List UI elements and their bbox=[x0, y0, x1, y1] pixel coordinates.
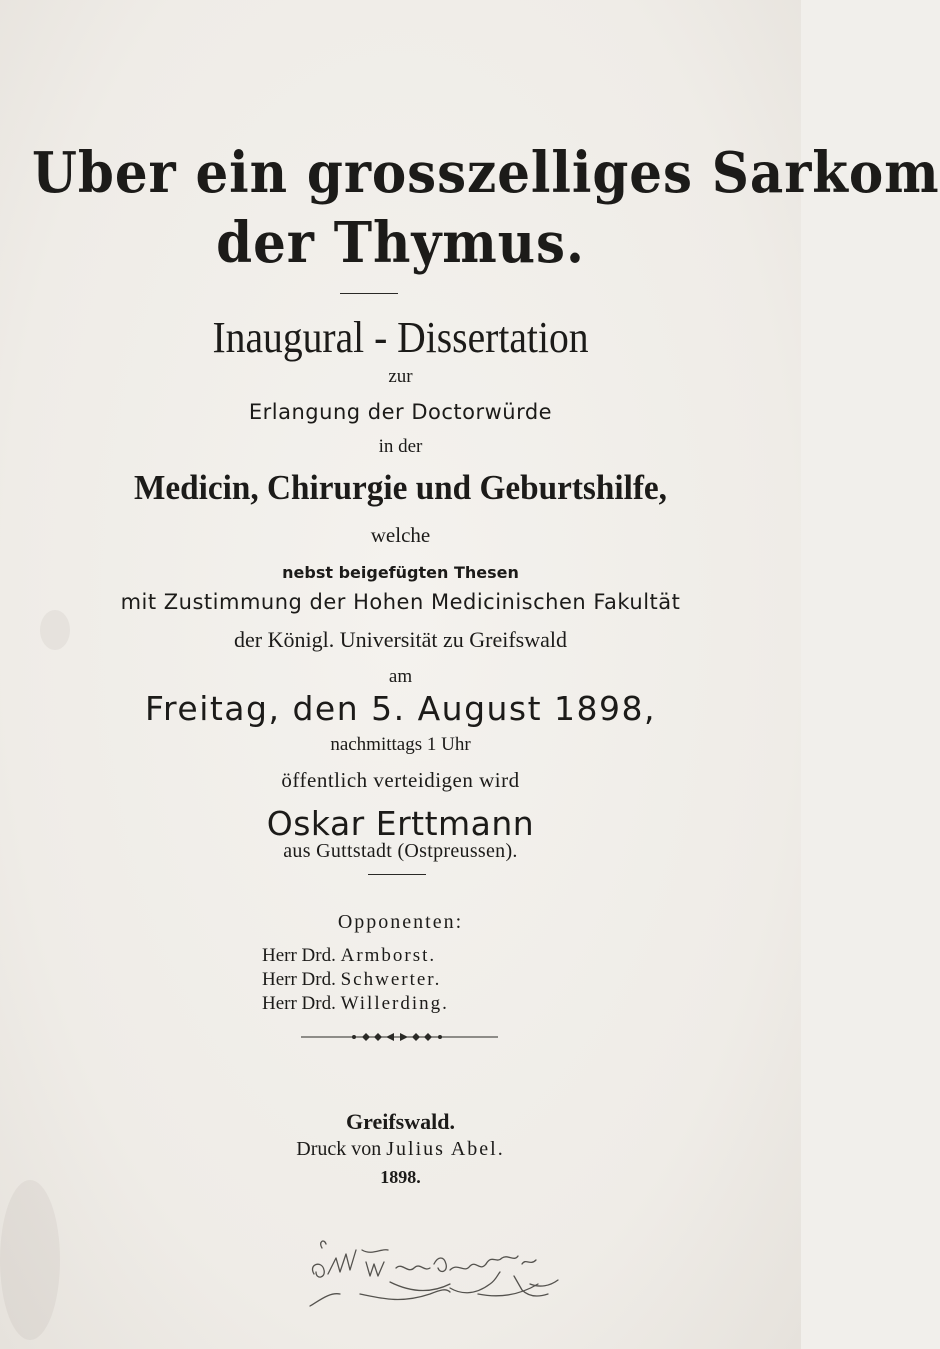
title-line-2: der Thymus. bbox=[216, 210, 585, 276]
imprint-printer bbox=[0, 1138, 801, 1161]
opponent-prefix: Herr Drd. bbox=[262, 993, 336, 1014]
welche-text: welche bbox=[370, 523, 431, 547]
am-text: am bbox=[388, 666, 413, 687]
dissertation-heading: Inaugural - Dissertation bbox=[212, 313, 589, 362]
opponent-prefix: Herr Drd. bbox=[262, 945, 336, 966]
author-name: Oskar Erttmann bbox=[266, 804, 535, 843]
opponent-name: Schwerter. bbox=[340, 969, 442, 990]
opponent-item bbox=[262, 945, 436, 967]
opponent-item bbox=[262, 993, 449, 1015]
opponent-name: Armborst. bbox=[340, 945, 437, 966]
verteidigen-text: öffentlich verteidigen wird bbox=[281, 768, 520, 792]
imprint-year: 1898. bbox=[380, 1167, 421, 1187]
ornament-divider bbox=[0, 1030, 801, 1044]
opponents-heading: Opponenten: bbox=[337, 911, 464, 933]
defense-date: Freitag, den 5. August 1898, bbox=[144, 689, 657, 728]
zur-text: zur bbox=[388, 366, 413, 387]
paper-stain bbox=[0, 1180, 60, 1340]
opponent-prefix: Herr Drd. bbox=[262, 969, 336, 990]
author-origin: aus Guttstadt (Ostpreussen). bbox=[283, 840, 518, 862]
nebst-text: nebst beigefügten Thesen bbox=[282, 563, 519, 582]
title-line-1: Uber ein grosszelliges Sarkom bbox=[32, 140, 940, 206]
opponent-item bbox=[262, 969, 441, 991]
in-der-text: in der bbox=[378, 436, 423, 457]
faculty-field: Medicin, Chirurgie und Geburtshilfe, bbox=[134, 468, 667, 507]
imprint-printer-name: Julius Abel. bbox=[386, 1138, 505, 1160]
university-text: der Königl. Universität zu Greifswald bbox=[234, 627, 567, 652]
imprint-city: Greifswald. bbox=[346, 1109, 455, 1134]
divider bbox=[340, 293, 398, 294]
erlangung-text: Erlangung der Doctorwürde bbox=[248, 400, 553, 424]
defense-time: nachmittags 1 Uhr bbox=[330, 734, 471, 755]
opponent-name: Willerding. bbox=[340, 993, 449, 1014]
zustimmung-text: mit Zustimmung der Hohen Medicinischen Fakultät bbox=[120, 590, 681, 614]
handwritten-signature bbox=[300, 1234, 610, 1314]
imprint-druck-prefix: Druck von bbox=[296, 1138, 382, 1160]
divider bbox=[368, 874, 426, 875]
